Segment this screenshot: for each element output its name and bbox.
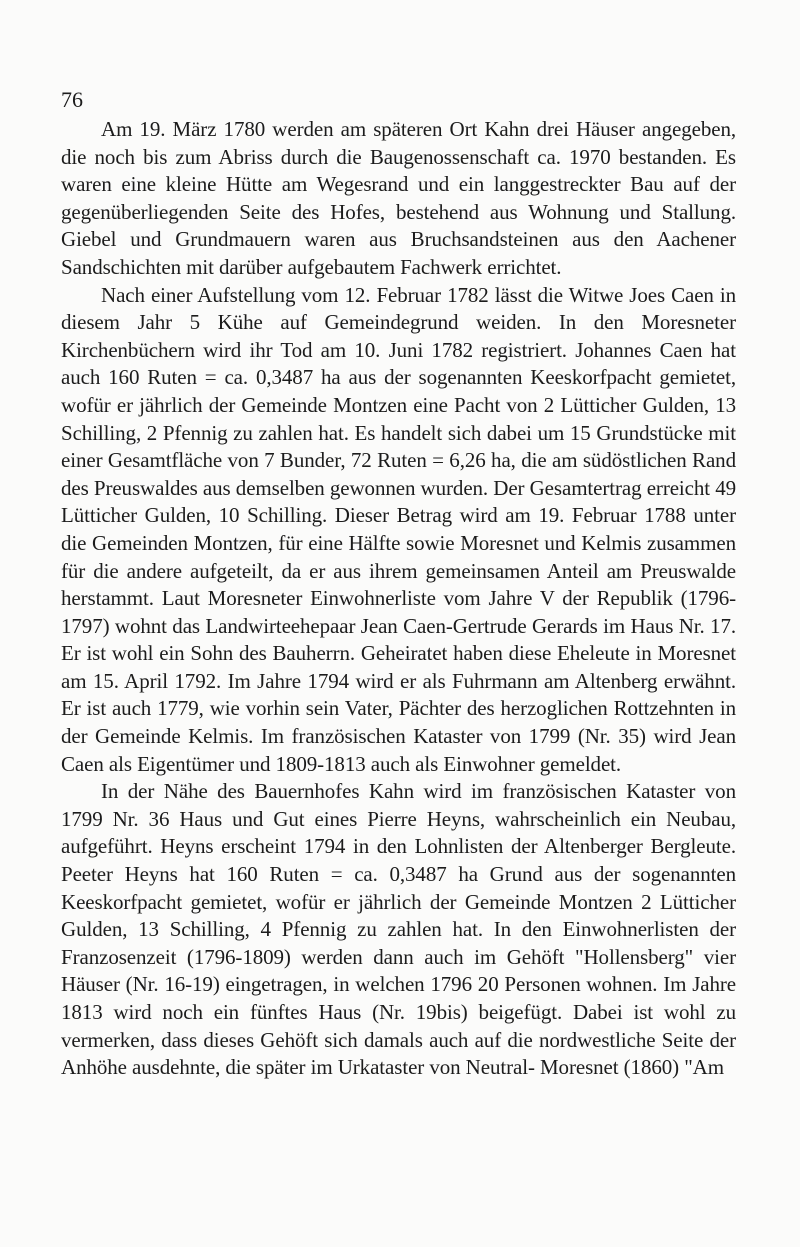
paragraph-1: Am 19. März 1780 werden am späteren Ort Kahn drei Häuser angegeben, die noch bis zum Abriss durch die Baugenossenschaft ca. 1970 bestanden. Es waren eine kleine Hütte am Wegesrand und ein langgestreckter Bau auf der gegenüberliegenden Seite des Hofes, bestehend aus Wohnung und Stallung. Giebel und Grundmauern waren aus Bruchsandsteinen aus den Aachener Sandschichten mit darüber aufgebautem Fachwerk errichtet. bbox=[61, 117, 736, 279]
page-number: 76 bbox=[61, 87, 83, 112]
paragraph-2: Nach einer Aufstellung vom 12. Februar 1782 lässt die Witwe Joes Caen in diesem Jahr 5 Kühe auf Gemeindegrund weiden. In den Moresneter Kirchenbüchern wird ihr Tod am 10. Juni 1782 registriert. Johannes Caen hat auch 160 Ruten = ca. 0,3487 ha aus der sogenannten Keeskorfpacht gemietet, wofür er jährlich der Gemeinde Montzen eine Pacht von 2 Lütticher Gulden, 13 Schilling, 2 Pfennig zu zahlen hat. Es handelt sich dabei um 15 Grundstücke mit einer Gesamtfläche von 7 Bunder, 72 Ruten = 6,26 ha, die am südöstlichen Rand des Preuswaldes aus demselben gewonnen wurden. Der Gesamtertrag erreicht 49 Lütticher Gulden, 10 Schilling. Dieser Betrag wird am 19. Februar 1788 unter die Gemeinden Montzen, für eine Hälfte sowie Moresnet und Kelmis zusammen für die andere aufgeteilt, da er aus ihrem gemeinsamen Anteil am Preuswalde herstammt. Laut Moresneter Einwohnerliste vom Jahre V der Republik (1796-1797) wohnt das Landwirteehepaar Jean Caen-Gertrude Gerards im Haus Nr. 17. Er ist wohl ein Sohn des Bauherrn. Geheiratet haben diese Eheleute in Moresnet am 15. April 1792. Im Jahre 1794 wird er als Fuhrmann am Altenberg erwähnt. Er ist auch 1779, wie vorhin sein Vater, Pächter des herzoglichen Rottzehnten in der Gemeinde Kelmis. Im französischen Kataster von 1799 (Nr. 35) wird Jean Caen als Eigentümer und 1809-1813 auch als Einwohner gemeldet. bbox=[61, 282, 736, 776]
body-text bbox=[61, 116, 736, 1082]
paragraph-3: In der Nähe des Bauernhofes Kahn wird im französischen Kataster von 1799 Nr. 36 Haus und Gut eines Pierre Heyns, wahrscheinlich ein Neubau, aufgeführt. Heyns erscheint 1794 in den Lohnlisten der Altenberger Bergleute. Peeter Heyns hat 160 Ruten = ca. 0,3487 ha Grund aus der sogenannten Keeskorfpacht gemietet, wofür er jährlich der Gemeinde Montzen 2 Lütticher Gulden, 13 Schilling, 4 Pfennig zu zahlen hat. In den Einwohnerlisten der Franzosenzeit (1796-1809) werden dann auch im Gehöft "Hollensberg" vier Häuser (Nr. 16-19) eingetragen, in welchen 1796 20 Personen wohnen. Im Jahre 1813 wird noch ein fünftes Haus (Nr. 19bis) beigefügt. Dabei ist wohl zu vermerken, dass dieses Gehöft sich damals auch auf die nordwestliche Seite der Anhöhe ausdehnte, die später im Urkataster von Neutral- Moresnet (1860) "Am bbox=[61, 779, 736, 1080]
